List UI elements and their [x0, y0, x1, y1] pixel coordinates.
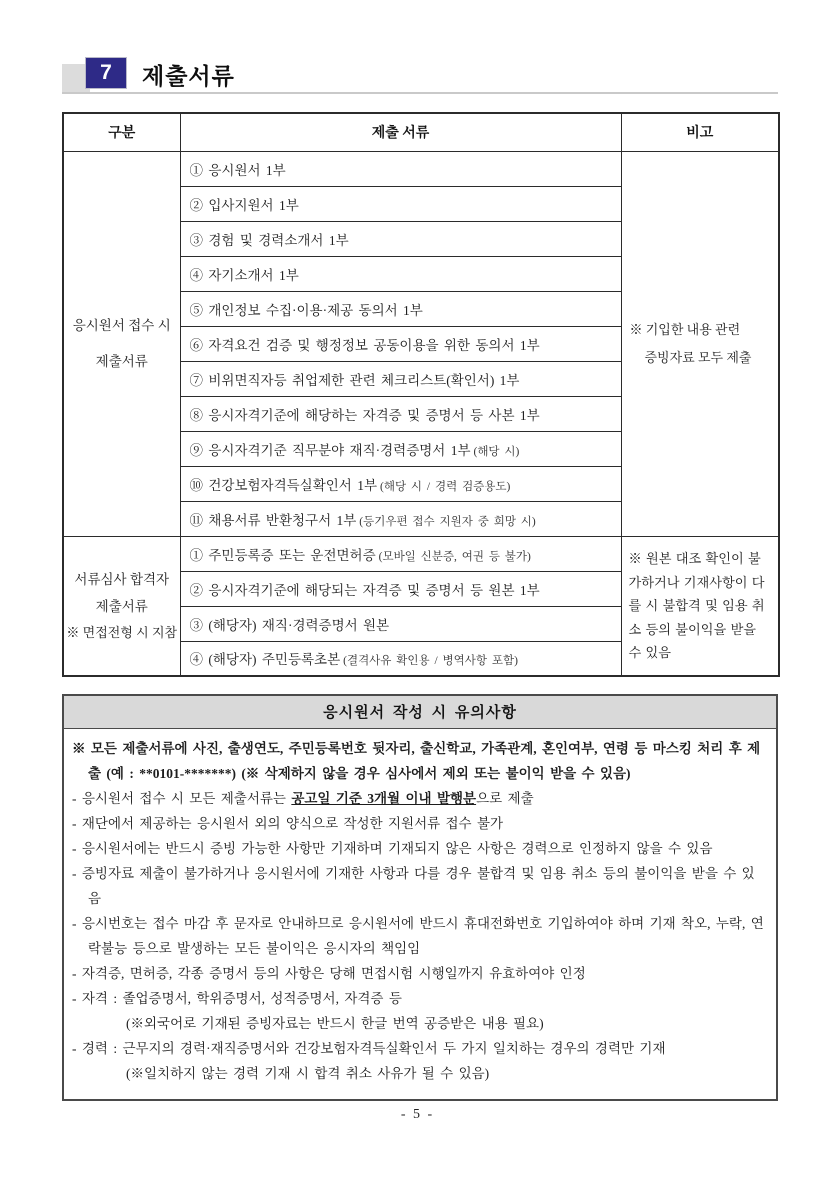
document-item: ② 입사지원서 1부 — [180, 186, 621, 221]
notice-box — [62, 694, 778, 1101]
page-number: - 5 - — [400, 1107, 435, 1122]
document-item: ① 응시원서 1부 — [180, 151, 621, 186]
document-item: ④ 자기소개서 1부 — [180, 256, 621, 291]
page-content — [62, 54, 778, 1101]
category-cell-application: 응시원서 접수 시 제출서류 — [63, 151, 180, 536]
notice-item: - 응시번호는 접수 마감 후 문자로 안내하므로 응시원서에 반드시 휴대전화번호 기입하여야 하며 기재 착오, 누락, 연락불능 등으로 발생하는 모든 불이익은 응시자의 책임임 — [72, 915, 764, 956]
document-item: ④ (해당자) 주민등록초본 (결격사유 확인용 / 병역사항 포함) — [180, 641, 621, 676]
notice-item: - 재단에서 제공하는 응시원서 외의 양식으로 작성한 지원서류 접수 불가 — [72, 815, 504, 831]
document-item: ⑤ 개인정보 수집·이용·제공 동의서 1부 — [180, 291, 621, 326]
document-item: ⑦ 비위면직자등 취업제한 관련 체크리스트(확인서) 1부 — [180, 361, 621, 396]
category-cell-passers: 서류심사 합격자 제출서류 ※ 면접전형 시 지참 — [63, 536, 180, 676]
notice-item: - 자격증, 면허증, 각종 증명서 등의 사항은 당해 면접시험 시행일까지 유효하여야 인정 — [72, 965, 586, 981]
notice-item: - 응시원서 접수 시 모든 제출서류는 공고일 기준 3개월 이내 발행분으로 제출 — [72, 790, 534, 806]
document-item: ⑪ 채용서류 반환청구서 1부 (등기우편 접수 지원자 중 희망 시) — [180, 501, 621, 536]
notice-body — [64, 729, 776, 1099]
document-item: ① 주민등록증 또는 운전면허증 (모바일 신분증, 여권 등 불가) — [180, 536, 621, 571]
table-row — [63, 151, 779, 186]
section-title: 제출서류 — [142, 63, 235, 89]
document-item: ② 응시자격기준에 해당되는 자격증 및 증명서 등 원본 1부 — [180, 571, 621, 606]
table-header-row — [63, 113, 779, 151]
document-item: ③ 경험 및 경력소개서 1부 — [180, 221, 621, 256]
column-header-remarks: 비고 — [621, 113, 779, 151]
notice-item: - 응시원서에는 반드시 증빙 가능한 사항만 기재하며 기재되지 않은 사항은 경력으로 인정하지 않을 수 있음 — [72, 840, 713, 856]
document-item: ③ (해당자) 재직·경력증명서 원본 — [180, 606, 621, 641]
notice-item: - 경력 : 근무지의 경력·재직증명서와 건강보험자격득실확인서 두 가지 일치하는 경우의 경력만 기재 — [72, 1040, 666, 1056]
notice-title: 응시원서 작성 시 유의사항 — [64, 696, 776, 729]
notice-item-subnote: (※일치하지 않는 경력 기재 시 합격 취소 사유가 될 수 있음) — [126, 1065, 490, 1081]
submission-documents-table — [62, 112, 780, 677]
column-header-category: 구분 — [63, 113, 180, 151]
notice-item: - 자격 : 졸업증명서, 학위증명서, 성적증명서, 자격증 등 — [72, 990, 402, 1006]
document-item: ⑨ 응시자격기준 직무분야 재직·경력증명서 1부 (해당 시) — [180, 431, 621, 466]
notice-item: - 증빙자료 제출이 불가하거나 응시원서에 기재한 사항과 다를 경우 불합격 및 임용 취소 등의 불이익을 받을 수 있음 — [72, 865, 755, 906]
table-row — [63, 536, 779, 571]
column-header-documents: 제출 서류 — [180, 113, 621, 151]
document-item: ⑩ 건강보험자격득실확인서 1부 (해당 시 / 경력 검증용도) — [180, 466, 621, 501]
notice-item-subnote: (※외국어로 기재된 증빙자료는 반드시 한글 번역 공증받은 내용 필요) — [126, 1015, 544, 1031]
document-item: ⑧ 응시자격기준에 해당하는 자격증 및 증명서 등 사본 1부 — [180, 396, 621, 431]
remark-cell-passers: ※ 원본 대조 확인이 불가하거나 기재사항이 다를 시 불합격 및 임용 취소 등의 불이익을 받을 수 있음 — [621, 536, 779, 676]
section-header — [62, 54, 778, 94]
remark-cell-application: ※ 기입한 내용 관련 증빙자료 모두 제출 — [621, 151, 779, 536]
section-number-badge: 7 — [85, 57, 127, 89]
emphasized-text: 공고일 기준 3개월 이내 발행분 — [291, 790, 477, 806]
notice-masking-rule: ※ 모든 제출서류에 사진, 출생연도, 주민등록번호 뒷자리, 출신학교, 가족관계, 혼인여부, 연령 등 마스킹 처리 후 제출 (예 : **0101-*******) (※ 삭제하지 않을 경우 심사에서 제외 또는 불이익 받을 수 있음) — [72, 741, 761, 781]
document-item: ⑥ 자격요건 검증 및 행정정보 공동이용을 위한 동의서 1부 — [180, 326, 621, 361]
